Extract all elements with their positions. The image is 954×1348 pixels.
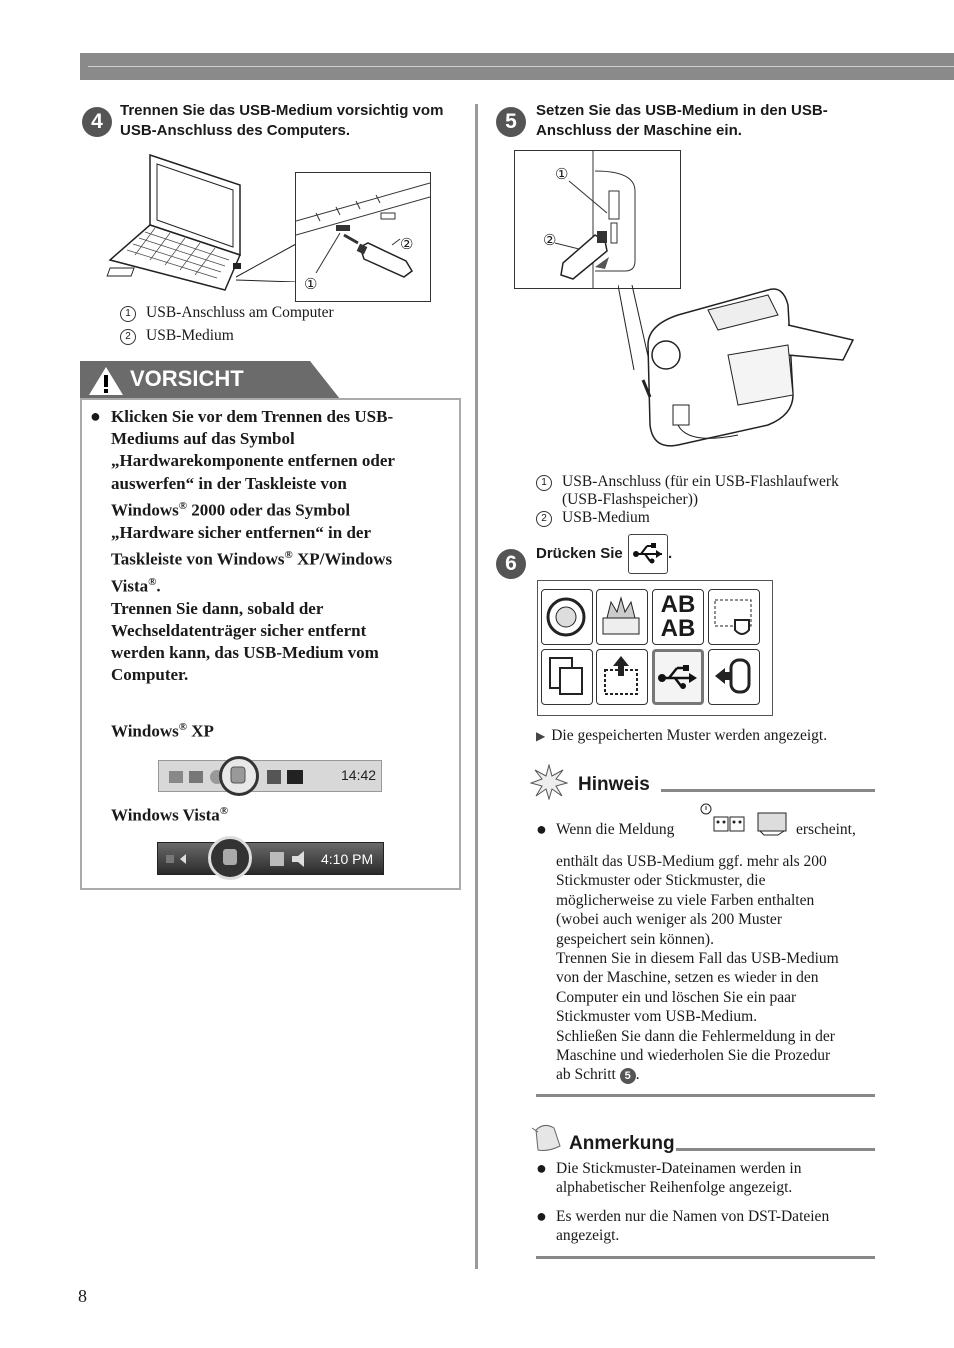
hinweis-bullet-a: Wenn die Meldung [556, 821, 675, 838]
letters-button[interactable]: AB AB [652, 589, 704, 645]
pc-button[interactable] [708, 649, 760, 705]
callout-2: ② [543, 233, 557, 249]
usb-port-machine-closeup [514, 150, 681, 289]
anmerkung-bullet-1: ● [536, 1158, 547, 1178]
safely-remove-hardware-icon[interactable] [208, 836, 252, 880]
step-5-badge: 5 [496, 107, 526, 137]
error-message-icon [700, 803, 792, 839]
network-volume-icons [268, 850, 318, 868]
hinweis-starburst-icon [530, 764, 568, 800]
embroidery-button[interactable] [596, 589, 648, 645]
anmerkung-text-2: Es werden nur die Namen von DST-Dateien angezeigt. [556, 1208, 830, 1245]
border-button[interactable] [708, 589, 760, 645]
step-6-text-before: Drücken Sie [536, 545, 623, 562]
hinweis-bullet: ● [536, 819, 547, 839]
callout-2: ② [400, 237, 414, 253]
hinweis-bottom-rule [536, 1094, 875, 1097]
step-4-text: Trennen Sie das USB-Medium vorsichtig vom USB-Anschluss des Computers. [120, 102, 444, 139]
step-4-legend-1: 1 USB-Anschluss am Computer [120, 303, 334, 322]
laptop-illustration [105, 150, 245, 300]
anmerkung-bell-icon [530, 1122, 562, 1154]
step-6-result: ▶ Die gespeicherten Muster werden angezeigt. [536, 727, 828, 744]
pocket-button[interactable] [596, 649, 648, 705]
warning-triangle-icon [88, 366, 124, 401]
callout-1: ① [555, 167, 569, 183]
header-bar [80, 53, 954, 80]
step-5-legend-1: 1 USB-Anschluss (für ein USB-Flashlaufwerk [536, 472, 839, 491]
step-4-legend-2: 2 USB-Medium [120, 326, 234, 345]
anmerkung-title-rule [676, 1148, 875, 1151]
step-6-badge: 6 [496, 549, 526, 579]
step-6-text-after: . [668, 545, 673, 562]
vista-clock: 4:10 PM [321, 851, 374, 867]
usb-button-icon[interactable] [628, 534, 668, 574]
hinweis-body: enthält das USB-Medium ggf. mehr als 200 Stickmuster oder Stickmuster, die möglicherweise zu viele Farben enthalten (wobei auch weniger als 200 Muster gespeichert sein können). Trennen Sie in diesem Fall das USB-Medium von der Maschine, setzen es wieder in den Computer ein und löschen Sie ein paar Stickmuster vom USB-Medium. Schließen Sie dann die Fehlermeldung in der Maschine und wiederholen Sie die Prozedur ab Schritt 5 . [556, 853, 839, 1084]
anmerkung-title: Anmerkung [569, 1133, 675, 1154]
memory-button[interactable] [541, 649, 593, 705]
step-5-legend-2: 2 USB-Medium [536, 508, 650, 527]
xp-clock: 14:42 [341, 767, 377, 783]
step-5-legend-1-cont: (USB-Flashspeicher)) [562, 491, 699, 508]
caution-text: Klicken Sie vor dem Trennen des USB- Mediums auf das Symbol „Hardwarekomponente entfernen oder auswerfen“ in der Taskleiste von Windows® 2000 oder das Symbol „Hardware sicher entfernen“ in der Taskleiste von Windows® XP/Windows Vista®. Trennen Sie dann, sobald der Wechseldatenträger sicher entfernt werden kann, das USB-Medium vom Computer. [111, 407, 395, 685]
step-4-badge: 4 [82, 107, 112, 137]
hinweis-title-rule [661, 789, 875, 792]
step-5-text: Setzen Sie das USB-Medium in den USB-Anschluss der Maschine ein. [536, 102, 828, 139]
usb-button[interactable] [652, 649, 704, 705]
column-divider [475, 104, 478, 1269]
safely-remove-hardware-icon[interactable] [219, 756, 259, 796]
lcd-screen [537, 580, 773, 716]
caution-bullet: ● [90, 406, 101, 426]
tray-arrow-icon [166, 851, 186, 867]
xp-taskbar-tray [158, 760, 382, 792]
hinweis-title: Hinweis [578, 774, 650, 795]
anmerkung-bottom-rule [536, 1256, 875, 1259]
usb-port-closeup [295, 172, 431, 302]
anmerkung-text-1: Die Stickmuster-Dateinamen werden in alphabetischer Reihenfolge angezeigt. [556, 1160, 802, 1197]
windows-vista-label: Windows Vista® [111, 805, 229, 825]
sewing-button[interactable] [541, 589, 593, 645]
windows-xp-label: Windows® XP [111, 721, 214, 741]
zoom-lines [236, 172, 298, 282]
page-number: 8 [78, 1286, 87, 1306]
step-5-ref-badge: 5 [620, 1068, 636, 1084]
hinweis-bullet-b: erscheint, [796, 821, 856, 838]
vista-taskbar-tray [157, 842, 384, 875]
sewing-machine-illustration [618, 285, 858, 470]
anmerkung-bullet-2: ● [536, 1206, 547, 1226]
callout-1: ① [304, 277, 318, 293]
caution-title: VORSICHT [130, 366, 244, 391]
